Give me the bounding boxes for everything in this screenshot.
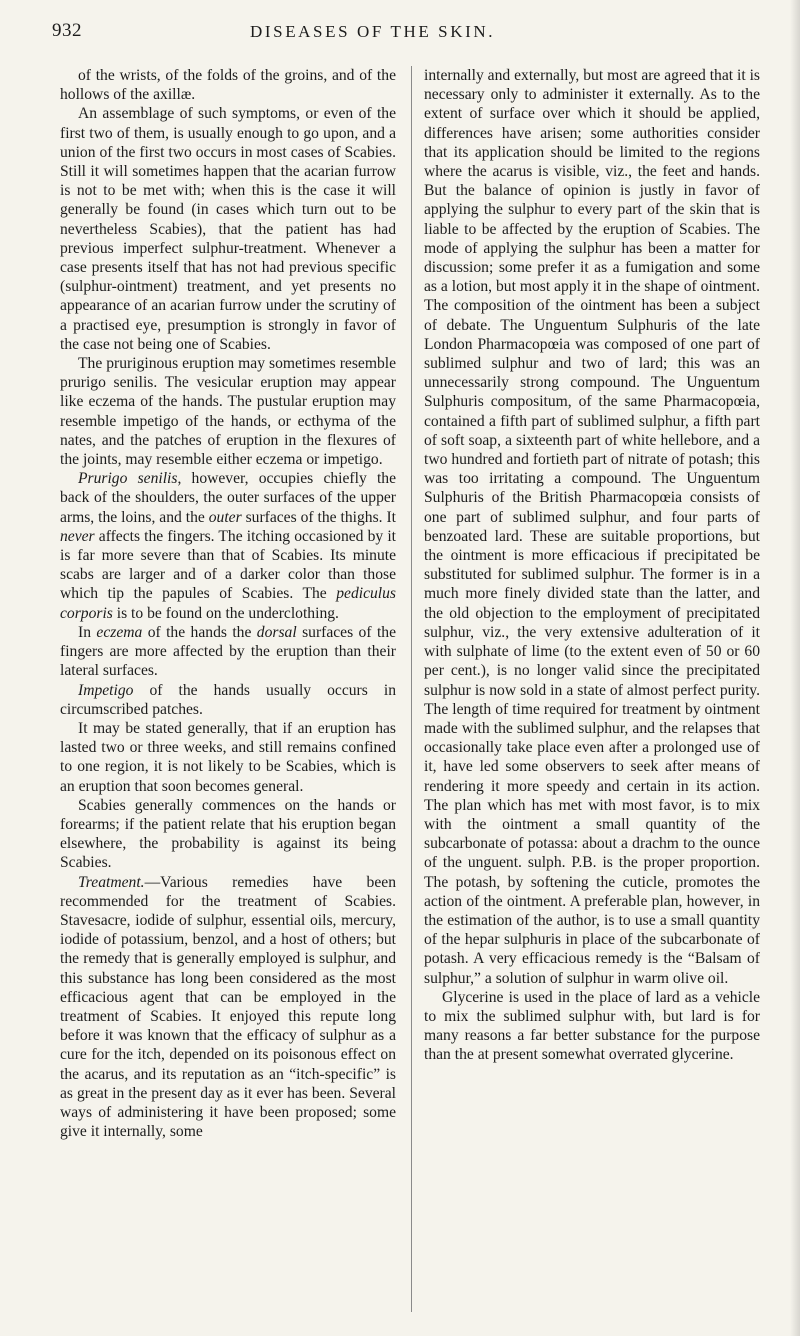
column-divider xyxy=(411,66,412,1312)
text-run: It may be stated generally, that if an eruption has lasted two or three weeks, and still remains confined to one region, it is not likely to be Scabies, which is an eruption that soon becomes general. xyxy=(60,719,396,795)
italic-text: eczema xyxy=(96,623,143,641)
italic-text: outer xyxy=(208,508,242,526)
italic-text: never xyxy=(60,527,95,545)
paragraph xyxy=(60,469,396,623)
paragraph xyxy=(60,354,396,469)
italic-text: Impetigo xyxy=(78,681,134,699)
page-number: 932 xyxy=(52,20,82,41)
text-run: In xyxy=(78,623,97,641)
text-run: An assemblage of such symptoms, or even of the first two of them, is usually enough to go upon, and a union of the first two occurs in most cases of Scabies. Still it will sometimes happen that the acarian furrow is not to be met with; when this is the case it will generally be found (in cases which turn out to be nevertheless Scabies), that the patient has had previous imperfect sulphur-treatment. Whenever a case presents itself that has not had previous specific (sulphur-ointment) treatment, and yet presents no appearance of an acarian furrow under the scrutiny of a practised eye, presumption is strongly in favor of the case not being one of Scabies. xyxy=(60,105,396,353)
page-header xyxy=(52,20,752,46)
text-run: surfaces of the thighs. It xyxy=(241,508,396,526)
paragraph xyxy=(60,681,396,719)
text-run: of the hands usually occurs in circumscribed patches. xyxy=(60,681,396,718)
text-run: of the wrists, of the folds of the groins, and of the hollows of the axillæ. xyxy=(60,67,396,104)
paragraph xyxy=(60,66,396,104)
text-run: surfaces of the fingers are more affected by the eruption than their lateral surfaces. xyxy=(60,623,397,680)
text-run: of the hands the xyxy=(142,623,257,641)
paragraph xyxy=(424,66,760,988)
paragraph xyxy=(60,719,396,796)
text-run: Scabies generally commences on the hands or forearms; if the patient relate that his eruption began elsewhere, the probability is against its being Scabies. xyxy=(60,796,396,872)
italic-text: Prurigo senilis xyxy=(78,470,178,488)
right-text-column xyxy=(424,66,760,1065)
text-run: The pruriginous eruption may sometimes resemble prurigo senilis. The vesicular eruption may appear like eczema of the hands. The pustular eruption may resemble impetigo of the hands, or ecthyma of the nates, and the patches of eruption in the flexures of the joints, may resemble either eczema or impetigo. xyxy=(60,355,396,469)
text-run: internally and externally, but most are agreed that it is necessary only to administer it externally. As to the extent of surface over which it should be applied, differences have arisen; some authorities consider that its application should be limited to the regions where the acarus is visible, viz., the feet and hands. But the balance of opinion is justly in favor of applying the sulphur to every part of the skin that is liable to be affected by the eruption of Scabies. The mode of applying the sulphur has been a matter for discussion; some prefer it as a fumigation and some as a lotion, but most apply it in the shape of ointment. The composition of the ointment has been a subject of debate. The Unguentum Sulphuris of the late London Pharmacopœia was composed of one part of sublimed sulphur and two of lard; this was an unnecessarily strong compound. The Unguentum Sulphuris compositum, of the same Pharmacopœia, contained a fifth part of sublimed sulphur, a fifth part of soft soap, a sixteenth part of white hellebore, and a two hundred and fortieth part of nitrate of potash; this was too irritating a compound. The Unguentum Sulphuris of the British Pharmacopœia consists of one part of sublimed sulphur, and four parts of benzoated lard. These are suitable proportions, but the ointment is more efficacious if precipitated be substituted for sublimed sulphur. The former is in a much more finely divided state than the latter, and the old objection to the employment of precipitated sulphur, viz., the very extensive adulteration of it with sulphate of lime (to the extent even of 50 or 60 per cent.), is no longer valid since the precipitated sulphur is now sold in a state of almost perfect purity. The length of time required for treatment by ointment made with the sublimed sulphur, and the relapses that occasionally take place even after a prolonged use of it, have led some observers to seek after means of rendering it more speedy and certain in its action. The plan which has met with most favor, is to mix with the ointment a small quantity of the subcarbonate of potassa: about a drachm to the ounce of the unguent. sulph. P.B. is the proper proportion. The potash, by softening the cuticle, promotes the action of the ointment. A preferable plan, however, in the estimation of the author, is to use a small quantity of the hepar sulphuris in place of the subcarbonate of potash. A very efficacious remedy is the “Balsam of sulphur,” a solution of sulphur in warm olive oil. xyxy=(424,67,760,987)
paragraph xyxy=(60,623,396,681)
italic-text: dorsal xyxy=(256,623,297,641)
left-text-column xyxy=(60,66,396,1141)
paragraph xyxy=(60,873,396,1142)
text-run: —Various remedies have been recommended for the treatment of Scabies. Stavesacre, iodide of sulphur, essential oils, mercury, iodide of potassium, benzol, and a host of others; but the remedy that is generally employed is sulphur, and this substance has long been considered as the most efficacious agent that can be employed in the treatment of Scabies. It enjoyed this repute long before it was known that the efficacy of sulphur as a cure for the itch, depended on its poisonous effect on the acarus, and its reputation as an “itch-specific” is as great in the present day as it ever has been. Several ways of administering it have been proposed; some give it internally, some xyxy=(60,873,396,1141)
italic-text: Treatment. xyxy=(78,873,145,891)
text-run: is to be found on the underclothing. xyxy=(112,604,339,622)
text-run: affects the fingers. The itching occasioned by it is far more severe than that of Scabies. Its minute scabs are larger and of a darker color than those which tip the papules of Scabies. The xyxy=(60,527,396,603)
paragraph xyxy=(60,104,396,354)
page-edge-shadow xyxy=(790,0,800,1336)
text-run: Glycerine is used in the place of lard as a vehicle to mix the sublimed sulphur with, but lard is for many reasons a far better substance for the purpose than the at present somewhat overrated glycerine. xyxy=(424,988,760,1064)
text-run: , however, occupies chiefly the back of the shoulders, the outer surfaces of the upper arms, the loins, and the xyxy=(60,470,396,526)
italic-text: pediculus corporis xyxy=(60,585,396,622)
paragraph xyxy=(424,988,760,1065)
paragraph xyxy=(60,796,396,873)
running-title: DISEASES OF THE SKIN. xyxy=(250,22,496,41)
